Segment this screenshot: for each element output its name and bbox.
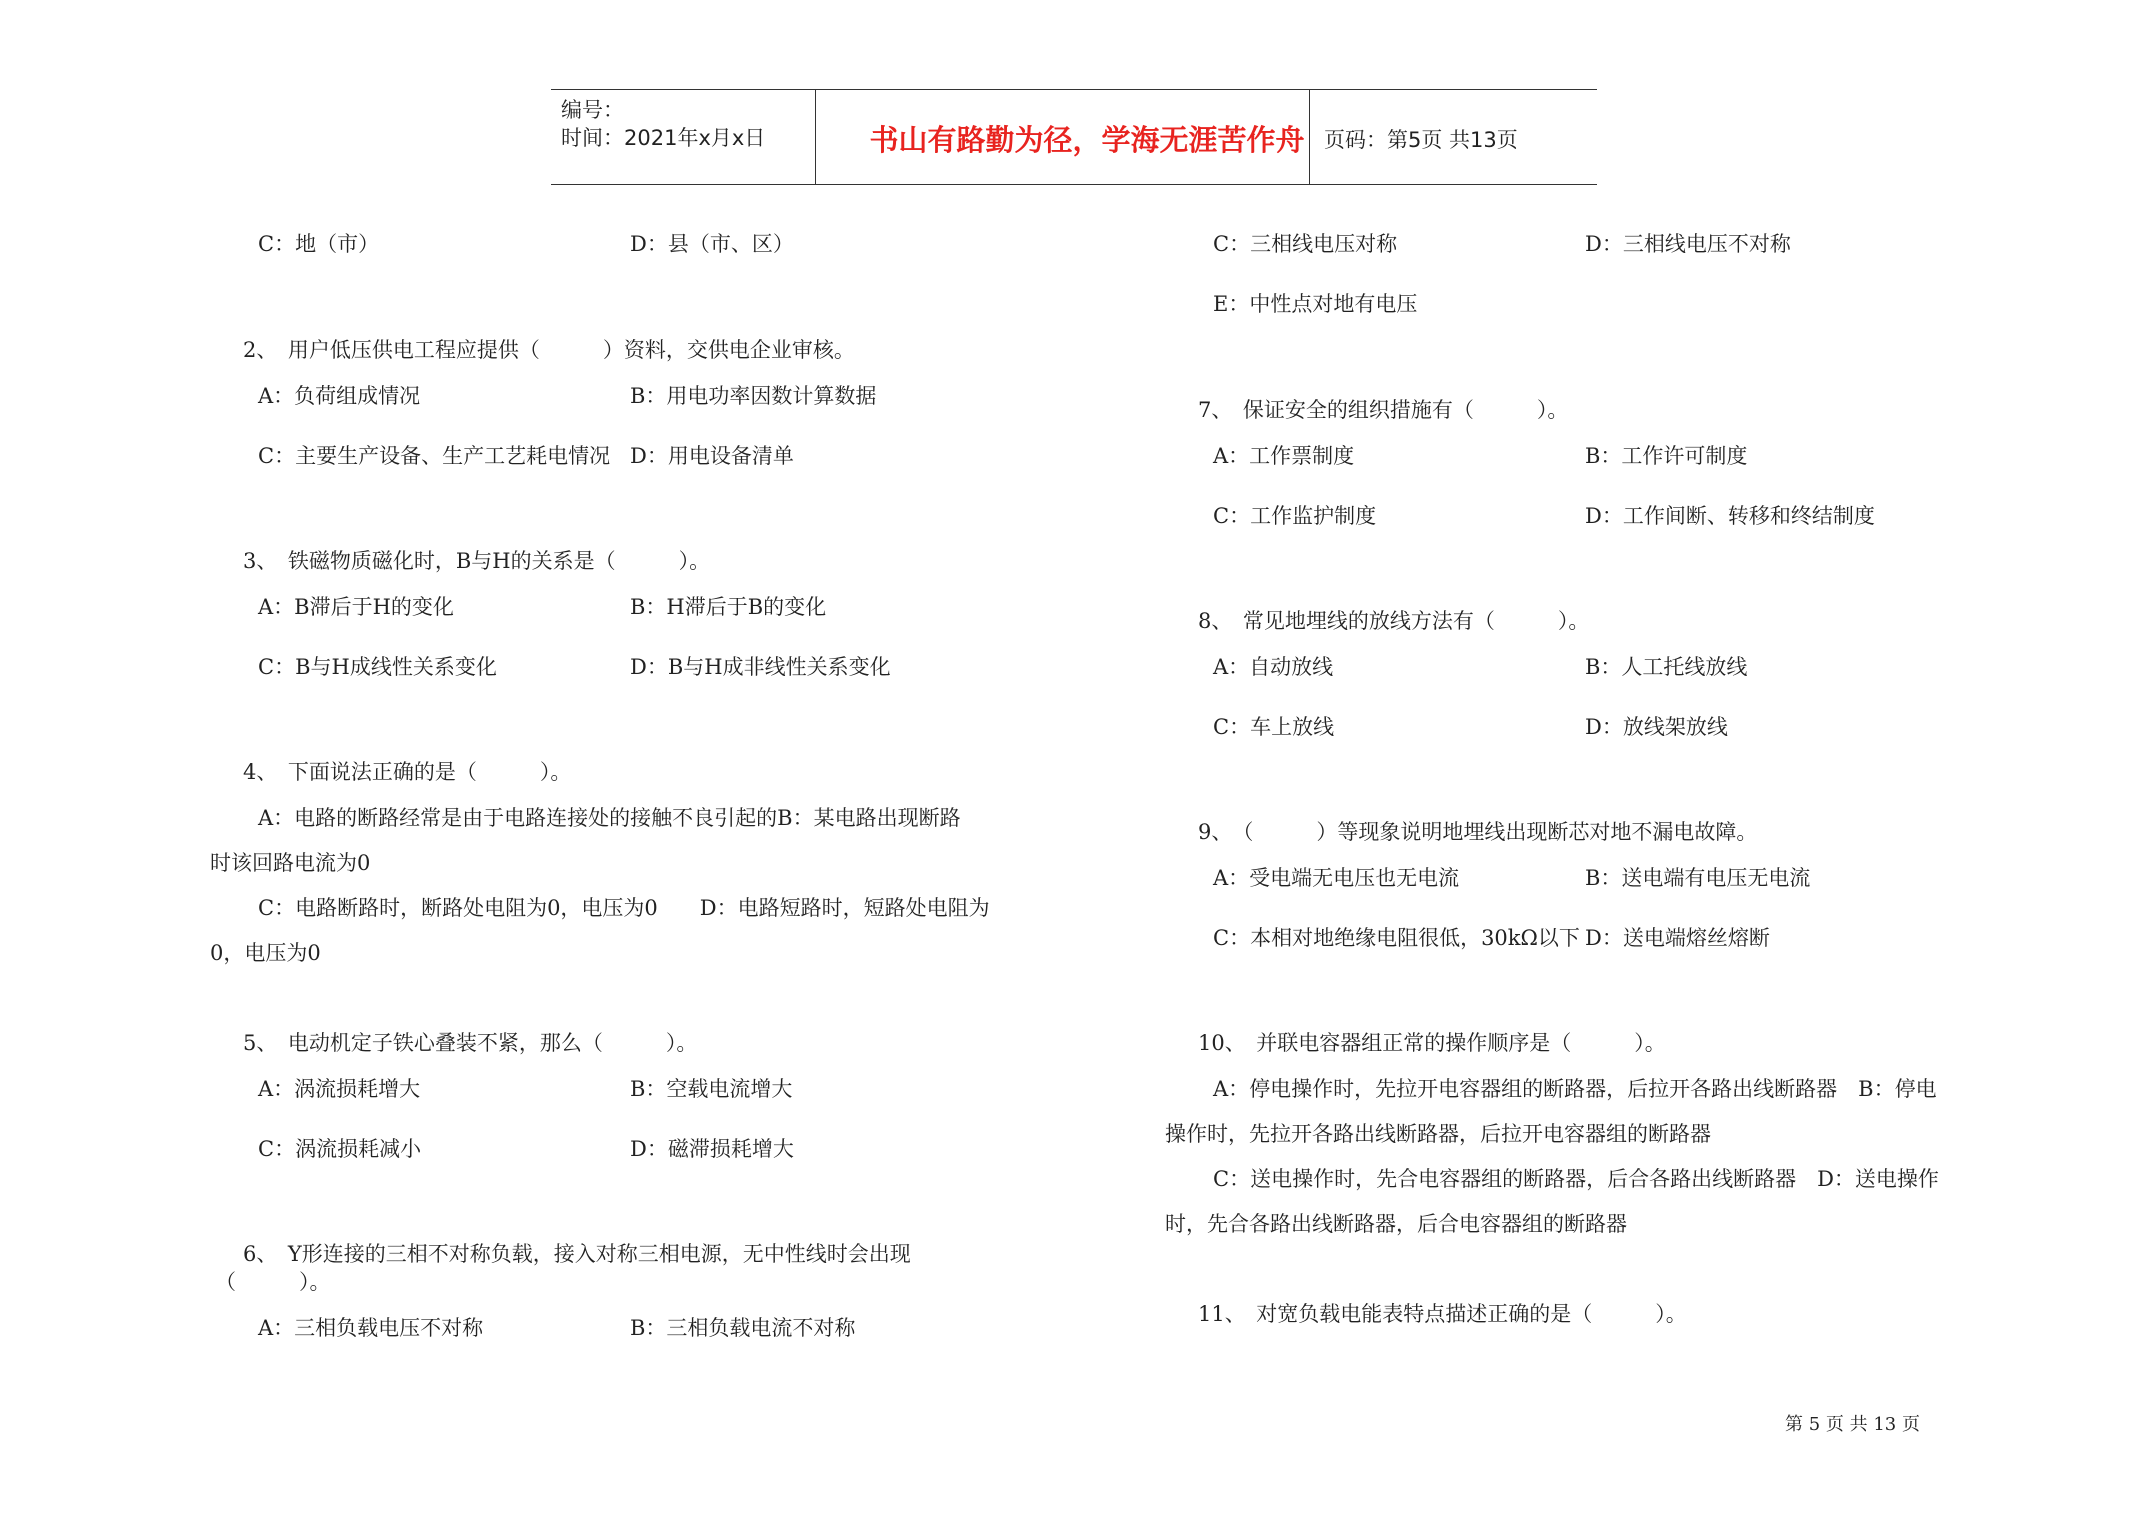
option-d: D：三相线电压不对称 — [1585, 232, 1791, 256]
option-c: C：工作监护制度 — [1213, 504, 1377, 528]
option-d: D：B与H成非线性关系变化 — [630, 655, 891, 679]
option-b: B：H滞后于B的变化 — [630, 595, 827, 619]
question-9: 9、 （ ）等现象说明地埋线出现断芯对地不漏电故障。 — [1198, 820, 1758, 844]
option-d: D：送电端熔丝熔断 — [1585, 926, 1770, 950]
question-4-line: C：电路断路时，断路处电阻为0，电压为0 D：电路短路时，短路处电阻为 — [258, 896, 990, 920]
question-6-line: （ ）。 — [215, 1270, 331, 1294]
question-4: 4、 下面说法正确的是（ ）。 — [243, 760, 572, 784]
question-10-line: 操作时，先拉开各路出线断路器，后拉开电容器组的断路器 — [1165, 1122, 1711, 1146]
option-b: B：人工托线放线 — [1585, 655, 1748, 679]
option-c: C：涡流损耗减小 — [258, 1137, 422, 1161]
question-4-line: A：电路的断路经常是由于电路连接处的接触不良引起的B：某电路出现断路 — [258, 806, 961, 830]
option-c: C：三相线电压对称 — [1213, 232, 1398, 256]
doc-date-label: 时间：2021年x月x日 — [561, 126, 766, 150]
option-a: A：负荷组成情况 — [258, 384, 421, 408]
option-b: B：三相负载电流不对称 — [630, 1316, 856, 1340]
question-10-line: C：送电操作时，先合电容器组的断路器，后合各路出线断路器 D：送电操作 — [1213, 1167, 1939, 1191]
question-11: 11、 对宽负载电能表特点描述正确的是（ ）。 — [1198, 1302, 1687, 1326]
document-header — [551, 89, 1597, 185]
header-divider — [1309, 90, 1310, 184]
option-d: D：磁滞损耗增大 — [630, 1137, 794, 1161]
header-motto: 书山有路勤为径，学海无涯苦作舟 — [869, 123, 1305, 157]
page-footer: 第 5 页 共 13 页 — [1785, 1414, 1920, 1435]
question-2: 2、 用户低压供电工程应提供（ ）资料，交供电企业审核。 — [243, 338, 855, 362]
header-meta — [561, 90, 811, 184]
option-a: A：工作票制度 — [1213, 444, 1355, 468]
option-d: D：工作间断、转移和终结制度 — [1585, 504, 1875, 528]
question-10: 10、 并联电容器组正常的操作顺序是（ ）。 — [1198, 1031, 1666, 1055]
header-page-label: 页码：第5页 共13页 — [1324, 128, 1518, 152]
question-5: 5、 电动机定子铁心叠装不紧，那么（ ）。 — [243, 1031, 698, 1055]
question-10-line: 时，先合各路出线断路器，后合电容器组的断路器 — [1165, 1212, 1627, 1236]
option-b: B：空载电流增大 — [630, 1077, 793, 1101]
option-a: A：涡流损耗增大 — [258, 1077, 421, 1101]
option-b: B：用电功率因数计算数据 — [630, 384, 877, 408]
option-a: A：受电端无电压也无电流 — [1213, 866, 1460, 890]
option-a: A：B滞后于H的变化 — [258, 595, 454, 619]
header-divider — [815, 90, 816, 184]
option-e: E：中性点对地有电压 — [1213, 292, 1418, 316]
question-10-line: A：停电操作时，先拉开电容器组的断路器，后拉开各路出线断路器 B：停电 — [1213, 1077, 1937, 1101]
option-d: D：用电设备清单 — [630, 444, 794, 468]
question-4-line: 0，电压为0 — [210, 941, 321, 965]
option-a: A：三相负载电压不对称 — [258, 1316, 484, 1340]
question-6: 6、 Y形连接的三相不对称负载，接入对称三相电源，无中性线时会出现 — [243, 1242, 911, 1266]
question-3: 3、 铁磁物质磁化时，B与H的关系是（ ）。 — [243, 549, 711, 573]
option-c: C：地（市） — [258, 232, 380, 256]
doc-number-label: 编号： — [561, 98, 624, 122]
option-c: C：主要生产设备、生产工艺耗电情况 — [258, 444, 611, 468]
question-7: 7、 保证安全的组织措施有（ ）。 — [1198, 398, 1569, 422]
option-a: A：自动放线 — [1213, 655, 1334, 679]
option-b: B：工作许可制度 — [1585, 444, 1748, 468]
question-8: 8、 常见地埋线的放线方法有（ ）。 — [1198, 609, 1590, 633]
option-c: C：车上放线 — [1213, 715, 1335, 739]
option-d: D：放线架放线 — [1585, 715, 1728, 739]
option-c: C：B与H成线性关系变化 — [258, 655, 497, 679]
option-d: D：县（市、区） — [630, 232, 794, 256]
option-b: B：送电端有电压无电流 — [1585, 866, 1811, 890]
question-4-line: 时该回路电流为0 — [210, 851, 371, 875]
option-c: C：本相对地绝缘电阻很低，30kΩ以下 — [1213, 926, 1580, 950]
